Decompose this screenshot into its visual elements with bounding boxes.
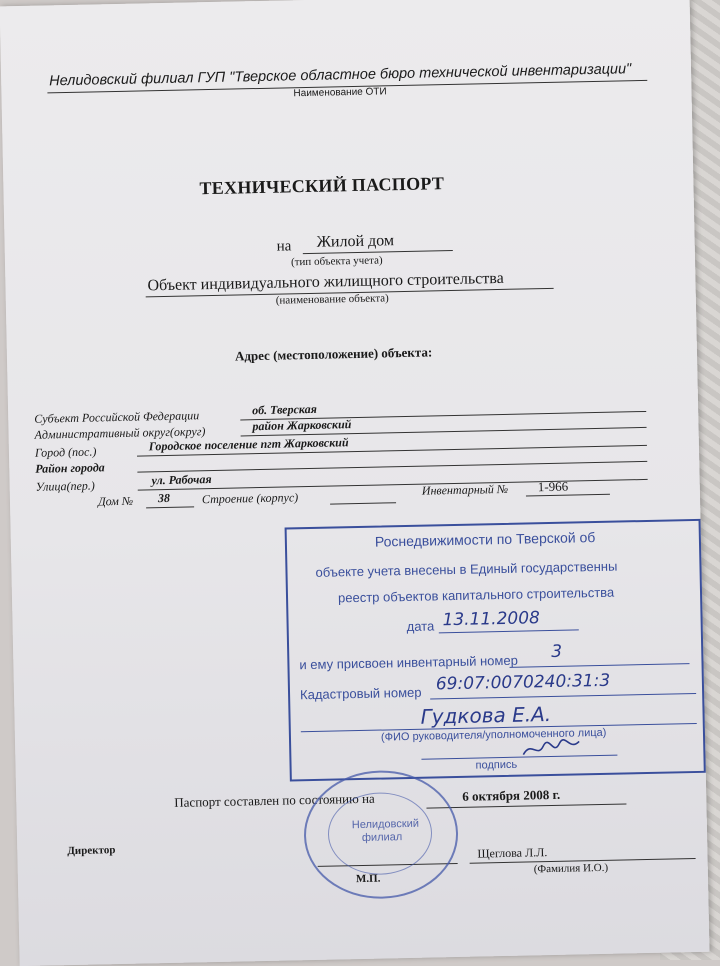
stamp-line-1: Роснедвижимости по Тверской об	[374, 529, 596, 550]
subject-label: Субъект Российской Федерации	[34, 408, 200, 426]
object-na-label: на	[276, 238, 292, 255]
compiled-date: 6 октября 2008 г.	[462, 786, 561, 804]
round-seal	[303, 769, 460, 900]
stamp-cad-value: 69:07:0070240:31:3	[435, 670, 611, 695]
city-label: Город (пос.)	[34, 444, 97, 460]
stamp-inv-label: и ему присвоен инвентарный номер	[299, 652, 518, 673]
page-title: ТЕХНИЧЕСКИЙ ПАСПОРТ	[199, 173, 445, 199]
director-name: Щеглова Л.Л.	[477, 845, 548, 861]
address-heading: Адрес (местоположение) объекта:	[234, 344, 433, 364]
object-name-value: Объект индивидуального жилищного строительства	[147, 269, 504, 295]
stamp-line-2: объекте учета внесены в Единый государственны	[315, 558, 618, 580]
stamp-inv-value: 3	[551, 641, 563, 662]
building-line	[330, 502, 396, 504]
compiled-label: Паспорт составлен по состоянию на	[174, 790, 375, 810]
street-value: ул. Рабочая	[151, 472, 212, 488]
object-name-caption: (наименование объекта)	[275, 292, 389, 307]
stamp-date-line	[439, 629, 579, 633]
district-label: Административный округ(округ)	[34, 424, 206, 442]
stamp-signature-icon	[521, 735, 582, 762]
compiled-line	[426, 803, 626, 808]
director-label: Директор	[67, 844, 116, 858]
stamp-cad-label: Кадастровый номер	[299, 684, 422, 703]
stamp-inv-line	[510, 663, 690, 668]
stamp-sign-caption: подпись	[475, 758, 518, 772]
inventory-value: 1-966	[537, 478, 569, 495]
stamp-line-3: реестр объектов капитального строительства	[337, 584, 615, 606]
stamp-fio-value: Гудкова Е.А.	[420, 702, 552, 729]
org-caption: Наименование ОТИ	[293, 86, 387, 100]
district-value: район Жарковский	[252, 417, 352, 434]
mp-label: М.П.	[355, 872, 381, 886]
street-line	[138, 479, 648, 491]
street-label: Улица(пер.)	[35, 478, 95, 494]
name-caption: (Фамилия И.О.)	[533, 861, 609, 876]
city-district-line	[137, 461, 647, 473]
house-label: Дом №	[97, 493, 134, 509]
stamp-sign-line	[421, 755, 617, 760]
stamp-fio-caption: (ФИО руководителя/уполномоченного лица)	[380, 726, 607, 744]
registration-stamp	[285, 519, 706, 782]
house-value: 38	[157, 490, 171, 506]
city-value: Городское поселение пгт Жарковский	[148, 435, 349, 454]
stamp-cad-line	[430, 693, 696, 700]
org-name: Нелидовский филиал ГУП "Тверское областное бюро технической инвентаризации"	[49, 61, 632, 90]
object-type-caption: (тип объекта учета)	[290, 254, 383, 269]
city-district-label: Район города	[35, 460, 105, 476]
object-type-value: Жилой дом	[316, 232, 395, 251]
subject-value: об. Тверская	[251, 401, 317, 418]
inventory-label: Инвентарный №	[421, 481, 509, 498]
building-label: Строение (корпус)	[201, 490, 299, 507]
house-line	[146, 506, 194, 508]
stamp-date-value: 13.11.2008	[442, 608, 541, 631]
stamp-date-label: дата	[406, 618, 435, 635]
seal-text: Нелидовский филиал	[351, 817, 420, 844]
